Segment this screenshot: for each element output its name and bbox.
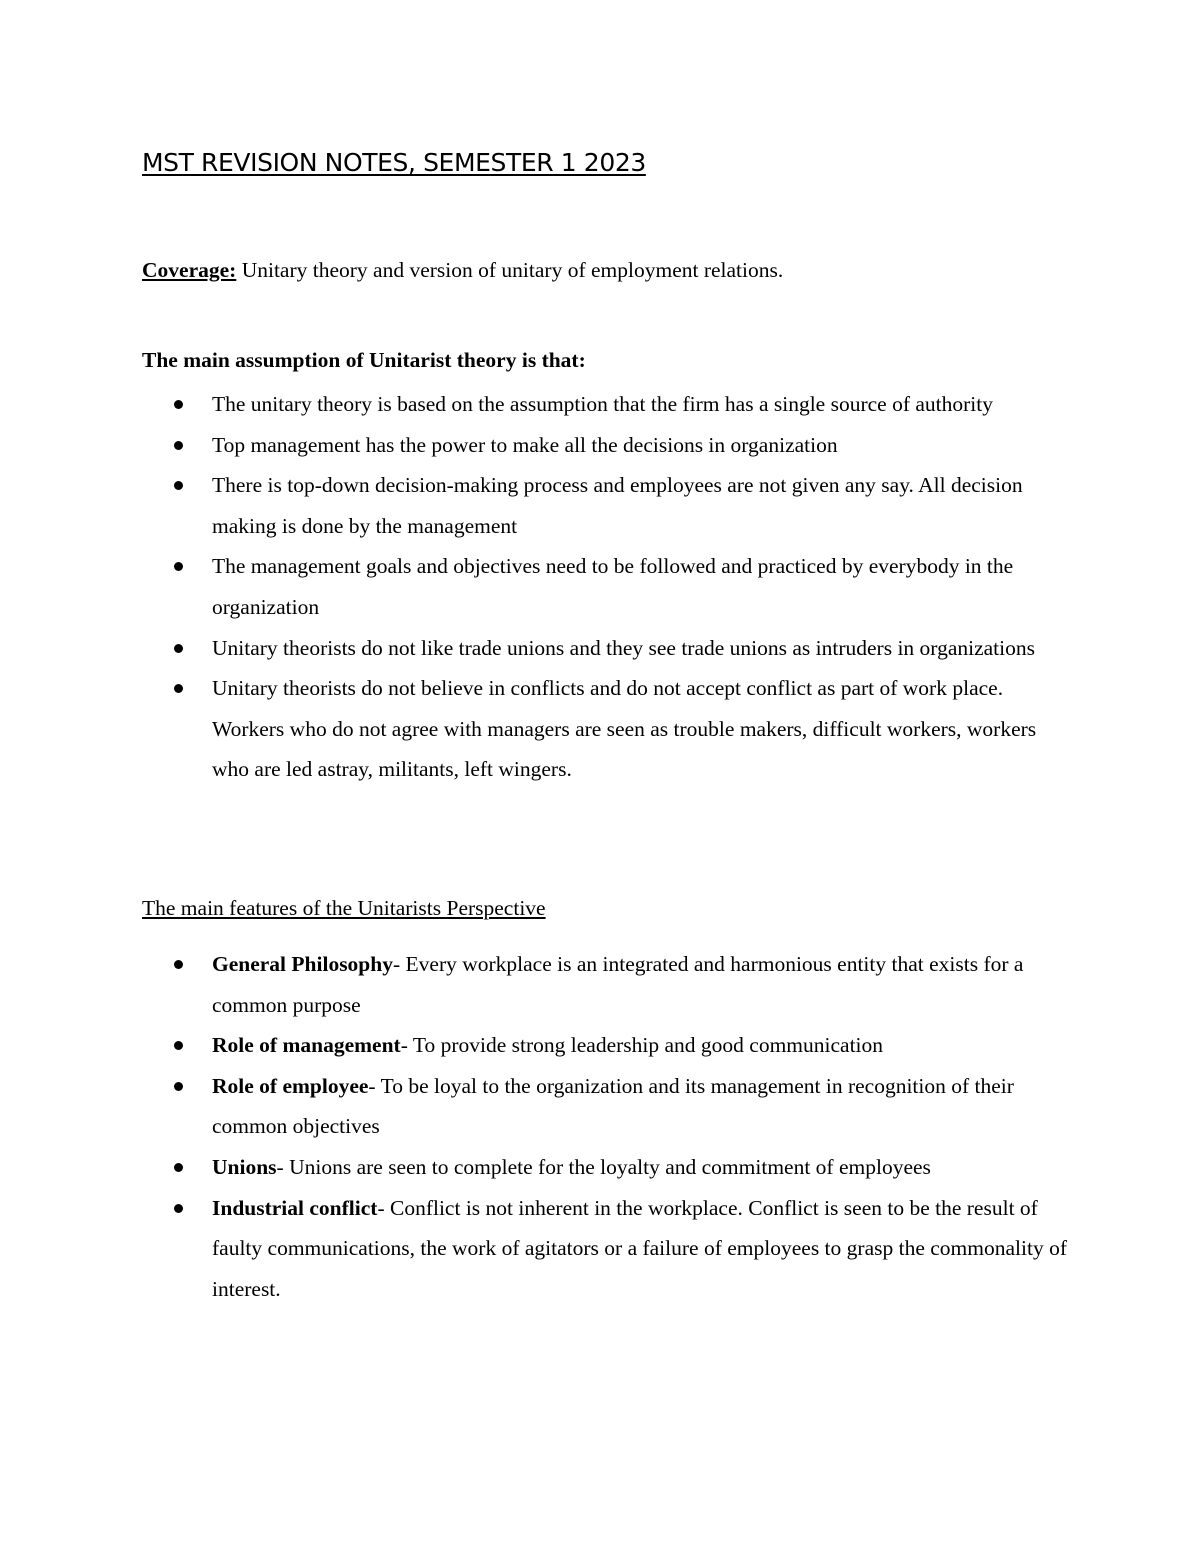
list-item-text: The unitary theory is based on the assumption that the firm has a single source of authority xyxy=(212,392,993,416)
list-item xyxy=(142,425,1072,466)
assumptions-heading: The main assumption of Unitarist theory is that: xyxy=(142,348,586,372)
list-item-text: Top management has the power to make all the decisions in organization xyxy=(212,432,838,457)
list-item-text: Unitary theorists do not like trade unions and they see trade unions as intruders in organizations xyxy=(212,635,1035,660)
list-item-text: Unitary theorists do not believe in conflicts and do not accept conflict as part of work place. Workers who do not agree with managers are seen as trouble makers, difficult workers, workers who are led astray, militants, left wingers. xyxy=(212,676,1037,782)
feature-text: - To provide strong leadership and good communication xyxy=(400,1033,884,1058)
feature-term: Role of management xyxy=(212,1033,401,1058)
bullet-icon xyxy=(174,441,183,450)
list-item xyxy=(142,944,1072,1025)
list-item xyxy=(142,1188,1072,1310)
assumptions-list xyxy=(142,384,1072,790)
page-title: MST REVISION NOTES, SEMESTER 1 2023 xyxy=(142,148,646,177)
coverage-text: Unitary theory and version of unitary of employment relations. xyxy=(236,258,784,282)
list-item xyxy=(142,465,1072,546)
bullet-icon xyxy=(174,684,183,693)
list-item xyxy=(142,384,1072,425)
feature-term: Unions xyxy=(212,1154,277,1179)
feature-text: - Every workplace is an integrated and harmonious entity that exists for a common purpose xyxy=(212,952,1024,1017)
list-item-text: There is top-down decision-making process and employees are not given any say. All decision making is done by the management xyxy=(212,473,1023,538)
list-item xyxy=(142,668,1072,790)
coverage-line xyxy=(142,250,783,291)
bullet-icon xyxy=(174,960,183,969)
feature-term: Role of employee xyxy=(212,1073,369,1098)
feature-term: Industrial conflict xyxy=(212,1195,378,1220)
feature-text: - Conflict is not inherent in the workplace. Conflict is seen to be the result of faulty communications, the work of agitators or a failure of employees to grasp the commonality of interest. xyxy=(212,1195,1067,1301)
bullet-icon xyxy=(174,481,183,490)
bullet-icon xyxy=(174,1204,183,1213)
bullet-icon xyxy=(174,644,183,653)
list-item xyxy=(142,628,1072,669)
bullet-icon xyxy=(174,1082,183,1091)
feature-text: - Unions are seen to complete for the loyalty and commitment of employees xyxy=(276,1154,931,1179)
features-list xyxy=(142,944,1072,1309)
list-item-text: The management goals and objectives need to be followed and practiced by everybody in the organization xyxy=(212,554,1014,619)
bullet-icon xyxy=(174,562,183,571)
feature-text: - To be loyal to the organization and its management in recognition of their common objectives xyxy=(212,1073,1014,1139)
bullet-icon xyxy=(174,400,183,409)
list-item xyxy=(142,1066,1072,1147)
list-item xyxy=(142,1147,1072,1188)
bullet-icon xyxy=(174,1041,183,1050)
coverage-label: Coverage: xyxy=(142,258,237,282)
list-item xyxy=(142,546,1072,627)
list-item xyxy=(142,1025,1072,1066)
bullet-icon xyxy=(174,1163,183,1172)
features-heading: The main features of the Unitarists Perspective xyxy=(142,896,546,920)
feature-term: General Philosophy xyxy=(212,952,393,976)
